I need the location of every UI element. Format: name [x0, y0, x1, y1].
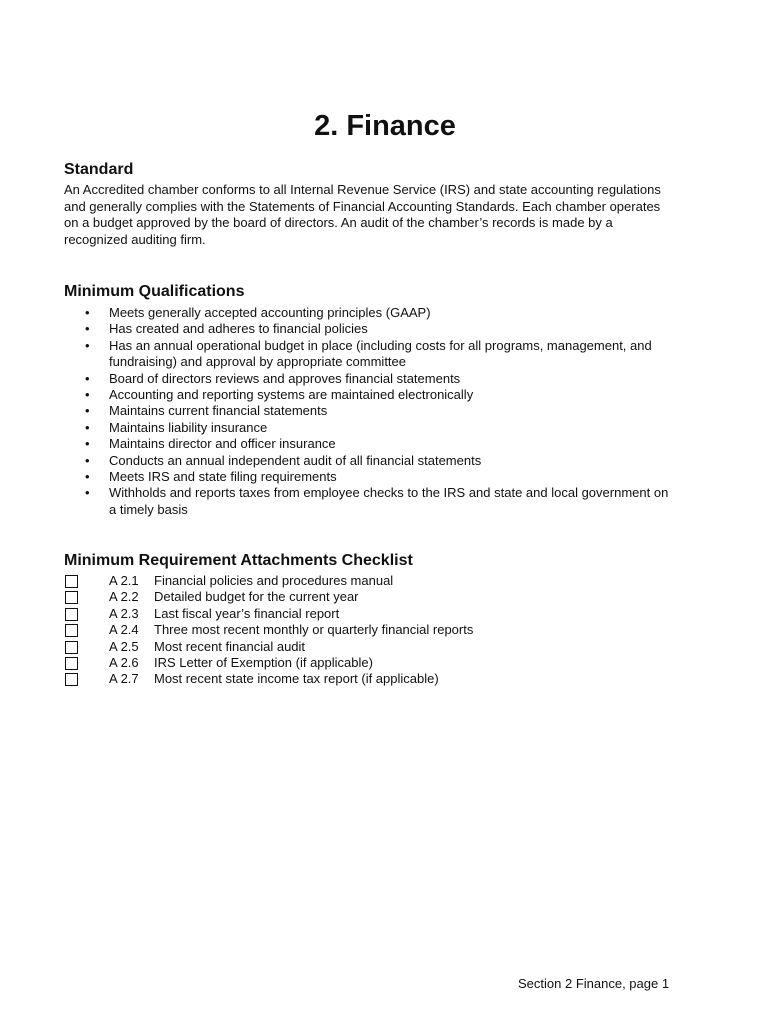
- qualification-line: Has created and adheres to financial policies: [109, 321, 368, 337]
- bullet-icon: •: [85, 469, 90, 485]
- checkbox[interactable]: [65, 591, 78, 604]
- attachment-code: A 2.4: [109, 622, 139, 638]
- qualification-text: [109, 420, 724, 436]
- bullet-icon: •: [85, 419, 90, 435]
- qualification-text: [109, 305, 724, 321]
- checkbox[interactable]: [65, 575, 78, 588]
- standard-heading: Standard: [64, 161, 134, 178]
- qualification-line: Maintains director and officer insurance: [109, 436, 336, 452]
- qualification-text: [109, 485, 724, 518]
- attachment-label: Last fiscal year’s financial report: [154, 605, 340, 621]
- qualification-line: Meets IRS and state filing requirements: [109, 469, 337, 485]
- qualification-text: [109, 453, 724, 469]
- qualifications-list: [64, 305, 724, 518]
- qualification-text: [109, 387, 724, 403]
- attachment-label: Most recent state income tax report (if applicable): [154, 671, 439, 687]
- qualification-item: [64, 371, 724, 387]
- qualification-line: Has an annual operational budget in place (including costs for all programs, management, and: [109, 337, 652, 353]
- bullet-icon: •: [85, 436, 90, 452]
- bullet-icon: •: [85, 403, 90, 419]
- page-footer: Section 2 Finance, page 1: [518, 976, 670, 991]
- page-title: 2. Finance: [314, 110, 456, 142]
- attachment-code: A 2.1: [109, 573, 139, 588]
- paragraph-line: An Accredited chamber conforms to all Internal Revenue Service (IRS) and state accounting regulations: [64, 182, 661, 197]
- qualification-item: [64, 485, 724, 518]
- qualification-line: Maintains liability insurance: [109, 419, 268, 435]
- qualification-line: fundraising) and approval by appropriate committee: [109, 354, 407, 370]
- attachment-code: A 2.5: [109, 638, 139, 654]
- qualification-item: [64, 469, 724, 485]
- bullet-icon: •: [85, 370, 90, 386]
- bullet-icon: •: [85, 321, 90, 337]
- qualification-text: [109, 436, 724, 452]
- checkbox[interactable]: [65, 657, 78, 670]
- qualifications-heading: Minimum Qualifications: [64, 283, 245, 300]
- checkbox[interactable]: [65, 673, 78, 686]
- qualification-line: Withholds and reports taxes from employee checks to the IRS and state and local government on: [109, 485, 669, 501]
- qualification-item: [64, 305, 724, 321]
- attachment-code: A 2.6: [109, 654, 139, 670]
- checkbox[interactable]: [65, 641, 78, 654]
- attachment-code: A 2.7: [109, 671, 139, 687]
- qualification-line: Conducts an annual independent audit of all financial statements: [109, 452, 482, 468]
- attachment-code: A 2.3: [109, 605, 139, 621]
- qualification-text: [109, 403, 724, 419]
- paragraph-line: and generally complies with the Statements of Financial Accounting Standards. Each chamber operates: [64, 198, 661, 214]
- bullet-icon: •: [85, 305, 90, 320]
- qualification-text: [109, 338, 724, 371]
- attachment-label: Financial policies and procedures manual: [154, 573, 394, 588]
- qualification-line: a timely basis: [109, 501, 188, 517]
- qualification-item: [64, 321, 724, 337]
- checklist-heading: Minimum Requirement Attachments Checklist: [64, 552, 413, 569]
- attachment-label: Three most recent monthly or quarterly financial reports: [154, 622, 474, 638]
- bullet-icon: •: [85, 485, 90, 501]
- qualification-line: Maintains current financial statements: [109, 403, 328, 419]
- bullet-icon: •: [85, 337, 90, 353]
- attachment-label: IRS Letter of Exemption (if applicable): [154, 654, 373, 670]
- qualification-item: [64, 338, 724, 371]
- qualification-item: [64, 436, 724, 452]
- attachment-label: Detailed budget for the current year: [154, 589, 359, 605]
- qualification-item: [64, 453, 724, 469]
- qualification-text: [109, 371, 724, 387]
- qualification-text: [109, 469, 724, 485]
- qualification-text: [109, 321, 724, 337]
- qualification-line: Board of directors reviews and approves financial statements: [109, 370, 461, 386]
- qualification-item: [64, 403, 724, 419]
- attachment-code: A 2.2: [109, 589, 139, 605]
- qualification-item: [64, 420, 724, 436]
- paragraph-line: on a budget approved by the board of directors. An audit of the chamber’s records is made by a: [64, 215, 613, 231]
- attachment-label: Most recent financial audit: [154, 638, 306, 654]
- qualification-line: Meets generally accepted accounting principles (GAAP): [109, 305, 431, 320]
- bullet-icon: •: [85, 452, 90, 468]
- qualification-line: Accounting and reporting systems are maintained electronically: [109, 387, 474, 403]
- standard-paragraph: [64, 182, 714, 248]
- bullet-icon: •: [85, 387, 90, 403]
- checkbox[interactable]: [65, 624, 78, 637]
- checkbox[interactable]: [65, 608, 78, 621]
- qualification-item: [64, 387, 724, 403]
- paragraph-line: recognized auditing firm.: [64, 231, 206, 247]
